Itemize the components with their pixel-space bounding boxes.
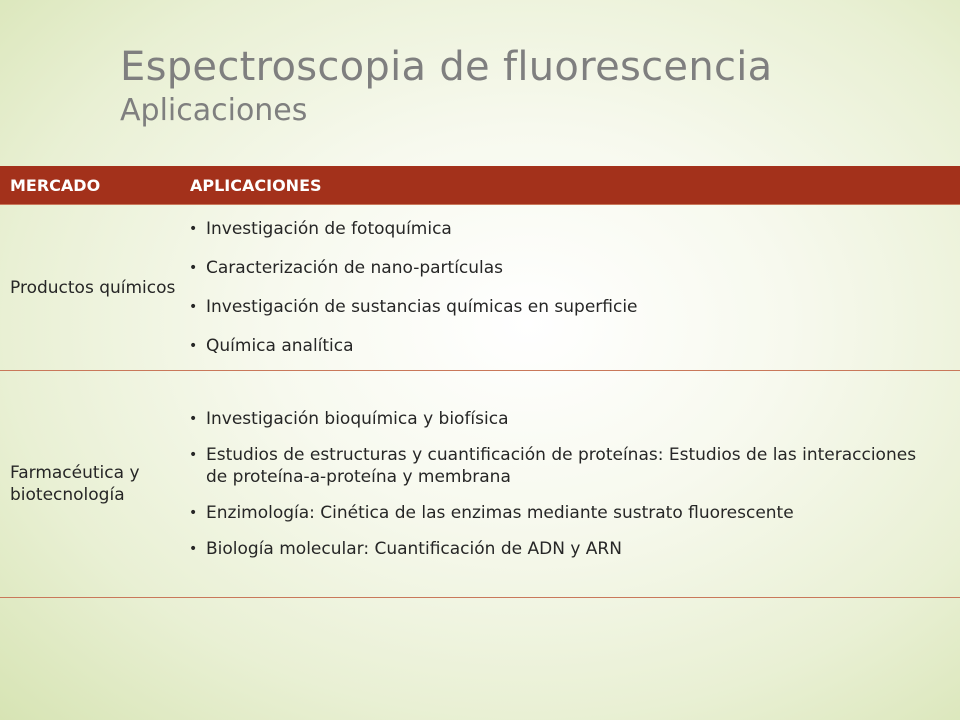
market-cell: Farmacéutica y biotecnología: [0, 371, 180, 598]
bullet-icon: •: [189, 505, 198, 521]
application-text: Caracterización de nano-partículas: [206, 258, 504, 278]
application-text: Estudios de estructuras y cuantificación de proteínas: Estudios de las interacciones de proteína-a-proteína y membrana: [206, 445, 917, 487]
table-header-row: [0, 166, 960, 205]
table-row: [0, 371, 960, 598]
applications-cell: [180, 371, 960, 598]
bullet-icon: •: [189, 299, 198, 315]
list-item: [180, 296, 940, 318]
bullet-icon: •: [189, 541, 198, 557]
list-item: [180, 538, 940, 560]
bullet-icon: •: [189, 338, 198, 354]
slide-subtitle: Aplicaciones: [120, 93, 308, 128]
applications-list: [180, 218, 940, 357]
market-cell: Productos químicos: [0, 205, 180, 371]
list-item: [180, 408, 940, 430]
table-row: [0, 205, 960, 371]
list-item: [180, 257, 940, 279]
bullet-icon: •: [189, 260, 198, 276]
application-text: Investigación bioquímica y biofísica: [206, 409, 509, 429]
application-text: Enzimología: Cinética de las enzimas mediante sustrato fluorescente: [206, 503, 794, 523]
list-item: [180, 218, 940, 240]
slide-title: Espectroscopia de fluorescencia: [120, 44, 773, 90]
header-applications: APLICACIONES: [180, 166, 960, 205]
applications-list: [180, 408, 940, 560]
application-text: Química analítica: [206, 336, 354, 356]
application-text: Biología molecular: Cuantificación de ADN y ARN: [206, 539, 622, 559]
bullet-icon: •: [189, 221, 198, 237]
list-item: [180, 335, 940, 357]
applications-table: [0, 166, 960, 598]
title-block: [120, 42, 772, 130]
application-text: Investigación de sustancias químicas en superficie: [206, 297, 638, 317]
list-item: [180, 502, 940, 524]
bullet-icon: •: [189, 411, 198, 427]
list-item: [180, 444, 940, 488]
application-text: Investigación de fotoquímica: [206, 219, 452, 239]
header-market: MERCADO: [0, 166, 180, 205]
bullet-icon: •: [189, 447, 198, 463]
applications-cell: [180, 205, 960, 371]
